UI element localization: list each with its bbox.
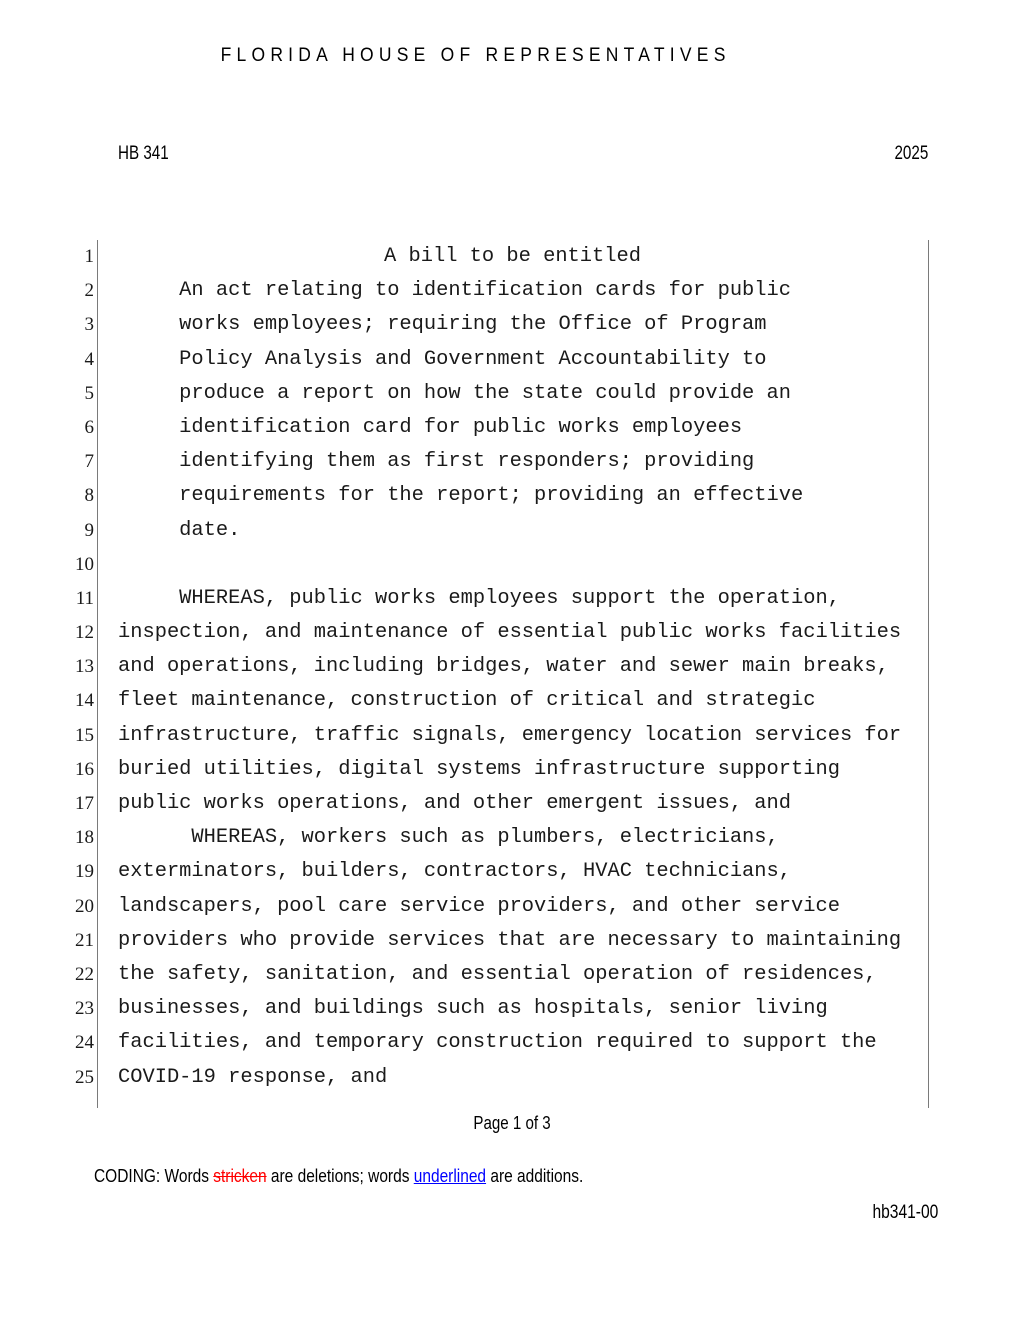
line-number: 15 <box>75 724 94 746</box>
line-number: 5 <box>84 382 94 404</box>
line-number: 18 <box>75 827 94 849</box>
line-number: 20 <box>75 895 94 917</box>
bill-line <box>0 924 1024 958</box>
line-text: businesses, and buildings such as hospitals, senior living <box>118 997 828 1021</box>
line-text: Policy Analysis and Government Accountability to <box>118 347 767 371</box>
line-number: 9 <box>84 519 94 541</box>
line-text: the safety, sanitation, and essential operation of residences, <box>118 962 877 986</box>
line-text: facilities, and temporary construction required to support the <box>118 1031 877 1055</box>
line-number: 6 <box>84 416 94 438</box>
coding-prefix: CODING: Words <box>94 1166 214 1186</box>
coding-legend <box>94 1166 663 1187</box>
bill-line <box>0 890 1024 924</box>
line-number: 23 <box>75 998 94 1020</box>
coding-middle: are deletions; words <box>266 1166 414 1186</box>
line-text: date. <box>118 518 241 542</box>
coding-stricken-sample: stricken <box>213 1166 267 1186</box>
bill-line <box>0 308 1024 342</box>
bill-year: 2025 <box>894 143 928 164</box>
line-text: fleet maintenance, construction of critical and strategic <box>118 689 816 713</box>
bill-line <box>0 855 1024 889</box>
line-number: 13 <box>75 656 94 678</box>
bill-line <box>0 411 1024 445</box>
bill-line <box>0 684 1024 718</box>
bill-line <box>0 753 1024 787</box>
bill-line <box>0 719 1024 753</box>
line-number: 25 <box>75 1066 94 1088</box>
bill-line <box>0 582 1024 616</box>
line-text: produce a report on how the state could provide an <box>118 381 792 405</box>
line-text: and operations, including bridges, water and sewer main breaks, <box>118 655 889 679</box>
line-text: infrastructure, traffic signals, emergency location services for <box>118 723 902 747</box>
bill-line <box>0 548 1024 582</box>
line-number: 2 <box>84 280 94 302</box>
bill-line <box>0 479 1024 513</box>
line-text: landscapers, pool care service providers, and other service <box>118 894 840 918</box>
line-text: buried utilities, digital systems infrastructure supporting <box>118 757 840 781</box>
bill-line <box>0 1026 1024 1060</box>
bill-body <box>0 240 1024 1108</box>
line-number: 16 <box>75 758 94 780</box>
line-number: 12 <box>75 622 94 644</box>
bill-line <box>0 616 1024 650</box>
bill-line <box>0 445 1024 479</box>
bill-line <box>0 821 1024 855</box>
page-label-text: Page 1 of 3 <box>473 1113 551 1133</box>
line-text: works employees; requiring the Office of Program <box>118 313 767 337</box>
line-text: WHEREAS, public works employees support the operation, <box>118 586 840 610</box>
coding-underlined-sample: underlined <box>413 1166 487 1186</box>
document-code <box>858 1202 938 1224</box>
line-text: identifying them as first responders; providing <box>118 450 755 474</box>
line-number: 7 <box>84 451 94 473</box>
line-number: 14 <box>75 690 94 712</box>
bill-line <box>0 958 1024 992</box>
line-text: requirements for the report; providing an effective <box>118 484 804 508</box>
line-number: 21 <box>75 929 94 951</box>
line-number: 17 <box>75 793 94 814</box>
line-number: 22 <box>75 963 94 985</box>
line-number: 19 <box>75 861 94 883</box>
line-text: WHEREAS, workers such as plumbers, electricians, <box>118 826 779 850</box>
bill-line <box>0 992 1024 1026</box>
bill-identification-line <box>118 143 928 167</box>
bill-line <box>0 787 1024 821</box>
line-text: identification card for public works employees <box>118 415 743 439</box>
page-label <box>0 1113 1024 1134</box>
line-text: providers who provide services that are necessary to maintaining <box>118 928 902 952</box>
line-text: inspection, and maintenance of essential public works facilities <box>118 621 902 645</box>
bill-number: HB 341 <box>118 143 169 164</box>
bill-line <box>0 240 1024 274</box>
line-text: An act relating to identification cards for public <box>118 279 792 303</box>
bill-line <box>0 343 1024 377</box>
chamber-header: FLORIDA HOUSE OF REPRESENTATIVES <box>220 45 731 66</box>
line-number: 11 <box>75 587 94 609</box>
line-number: 8 <box>84 485 94 507</box>
line-number: 10 <box>75 553 94 575</box>
document-code-text: hb341-00 <box>872 1202 938 1223</box>
line-text: public works operations, and other emergent issues, and <box>118 792 792 815</box>
bill-line <box>0 1061 1024 1095</box>
coding-suffix: are additions. <box>486 1166 584 1186</box>
bill-line <box>0 274 1024 308</box>
line-text: COVID-19 response, and <box>118 1065 388 1089</box>
line-number: 3 <box>84 314 94 336</box>
bill-line <box>0 514 1024 548</box>
line-text: exterminators, builders, contractors, HVAC technicians, <box>118 860 792 884</box>
bill-line <box>0 650 1024 684</box>
numbered-line-list <box>0 240 1024 1095</box>
line-number: 4 <box>84 348 94 370</box>
line-number: 1 <box>84 246 94 267</box>
bill-line <box>0 377 1024 411</box>
line-number: 24 <box>75 1032 94 1054</box>
line-text: A bill to be entitled <box>384 245 641 268</box>
